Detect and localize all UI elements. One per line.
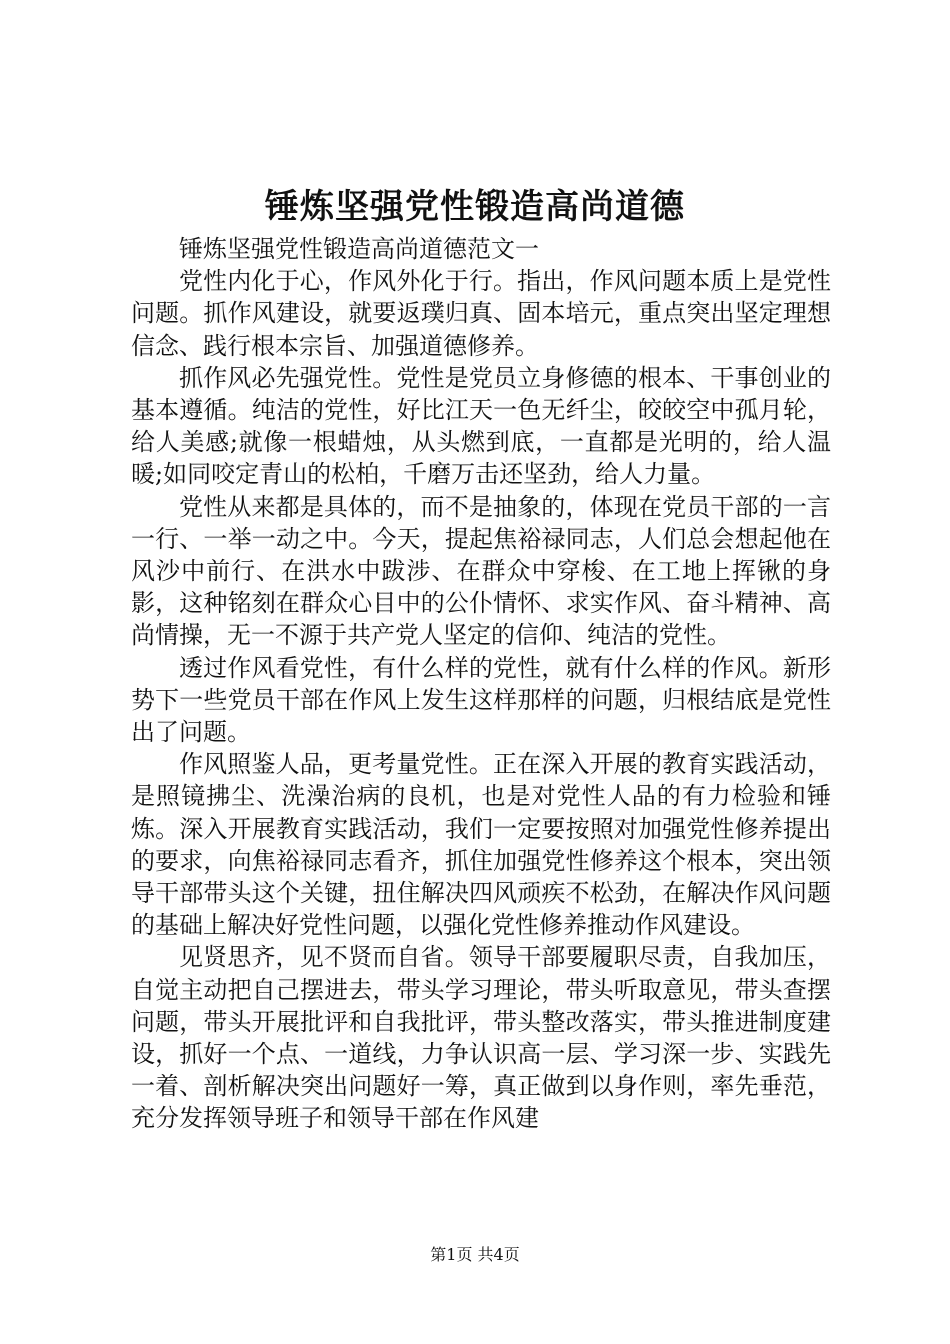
- page-number-footer: 第1页 共4页: [430, 1245, 520, 1264]
- document-title: 锤炼坚强党性锻造高尚道德: [265, 187, 685, 227]
- body-paragraph: 见贤思齐，见不贤而自省。领导干部要履职尽责，自我加压，自觉主动把自己摆进去，带头学习理论，带头听取意见，带头查摆问题，带头开展批评和自我批评，带头整改落实，带头推进制度建设，抓好一个点、一道线，力争认识高一层、学习深一步、实践先一着、剖析解决突出问题好一筹，真正做到以身作则，率先垂范，充分发挥领导班子和领导干部在作风建: [131, 943, 831, 1133]
- body-paragraph: 党性内化于心，作风外化于行。指出，作风问题本质上是党性问题。抓作风建设，就要返璞归真、固本培元，重点突出坚定理想信念、践行根本宗旨、加强道德修养。: [131, 267, 831, 360]
- body-paragraph: 抓作风必先强党性。党性是党员立身修德的根本、干事创业的基本遵循。纯洁的党性，好比江天一色无纤尘，皎皎空中孤月轮，给人美感;就像一根蜡烛，从头燃到底，一直都是光明的，给人温暖;如同咬定青山的松柏，千磨万击还坚劲，给人力量。: [131, 363, 831, 489]
- body-paragraph: 党性从来都是具体的，而不是抽象的，体现在党员干部的一言一行、一举一动之中。今天，提起焦裕禄同志，人们总会想起他在风沙中前行、在洪水中跋涉、在群众中穿梭、在工地上挥锹的身影，这种铭刻在群众心目中的公仆情怀、求实作风、奋斗精神、高尚情操，无一不源于共产党人坚定的信仰、纯洁的党性。: [131, 492, 831, 650]
- document-body: [131, 233, 831, 1135]
- body-paragraph: 透过作风看党性，有什么样的党性，就有什么样的作风。新形势下一些党员干部在作风上发生这样那样的问题，归根结底是党性出了问题。: [131, 653, 831, 747]
- subtitle-paragraph: 锤炼坚强党性锻造高尚道德范文一: [179, 235, 539, 263]
- body-paragraph: 作风照鉴人品，更考量党性。正在深入开展的教育实践活动，是照镜拂尘、洗澡治病的良机，也是对党性人品的有力检验和锤炼。深入开展教育实践活动，我们一定要按照对加强党性修养提出的要求，向焦裕禄同志看齐，抓住加强党性修养这个根本，突出领导干部带头这个关键，扭住解决四风顽疾不松劲，在解决作风问题的基础上解决好党性问题，以强化党性修养推动作风建设。: [131, 750, 831, 940]
